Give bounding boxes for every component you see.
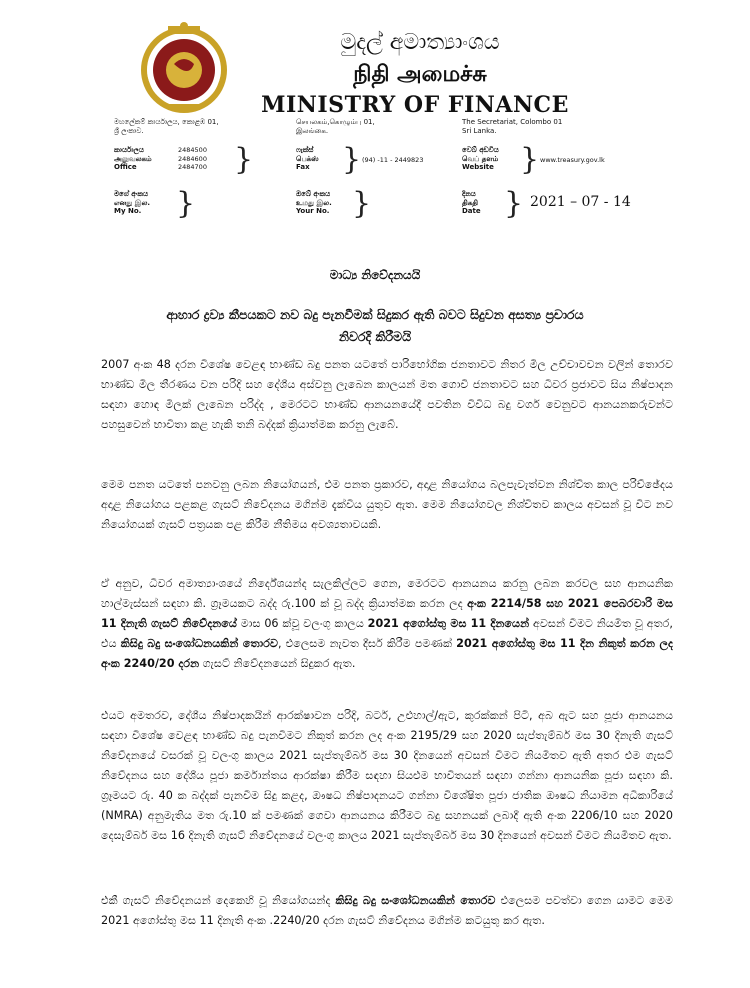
ministry-name-sinhala: මුදල් අමාත්‍යාංශය	[340, 30, 500, 55]
your-no-label-en: Your No.	[296, 207, 330, 215]
subject-line-1: ආහාර ද්‍රව්‍ය කීපයකට නව බදු පැනවීමක් සිදුකර ඇති බවට සිදුවන අසත්‍ය ප්‍රචාරය	[166, 307, 584, 322]
address-tamil-line1: செயலகம்,கொழும்பு 01,	[296, 118, 375, 126]
website-link[interactable]: www.treasury.gov.lk	[540, 156, 605, 164]
p3-text: ගැසට් නිවේදනයෙන් සිදුකර ඇත.	[199, 657, 356, 670]
p5-text: එකී ගැසට් නිවේදනයන් දෙකෙහි වූ නියෝගයන්ද	[101, 894, 336, 907]
address-sinhala	[114, 118, 219, 136]
address-tamil-line2: இலங்கை.	[296, 127, 329, 135]
your-no-label	[296, 190, 332, 216]
office-label	[114, 146, 152, 172]
date-label-en: Date	[462, 207, 481, 215]
document-date: 2021 – 07 - 14	[530, 194, 631, 210]
office-label-si: කාර්යාලය	[114, 146, 144, 154]
p5-text: එලෙසම පවත්වා ගෙන යාමට මෙම 2021 අගෝස්තු මස 11 දිනැති අංක .2240/20 දරන ගැසට් නිවේදනය මගින්ම කටයුතු කර ඇත.	[101, 894, 673, 927]
office-number-2: 2484600	[178, 154, 207, 163]
fax-label	[296, 146, 319, 172]
brace-divider: }	[504, 186, 524, 221]
p3-bold-date: 2021 අගෝස්තු මස 11 දිනයෙන්	[367, 617, 530, 630]
paragraph-4: එයට අමතරව, දේශීය නිෂ්පාදකයින් ආරක්ෂාවන පරිදි, බටර්, උළුහාල්/ඇට, කුරක්කන් පිටි, අබ ඇට සහ පූජා ආනයනය සඳහා විශේෂ වෙළඳ භාණ්ඩ බදු පැනවීමට නිකුත් කරන ලද අංක 2195/29 සහ 2020 සැප්තැම්බර් මස 30 දිනැති ගැසට් නිවේදනයේ වසරක් වූ වලංගු කාලය 2021 සැප්තැම්බර් මස 30 දිනයෙන් අවසන් වීමට නියමිතව ඇති අතර එම ගැසට් නිවේදනය සහ දේශීය පූජා කර්මාන්තය ආරක්ෂා කිරීම සඳහා සියළුම භාවිතයන් සඳහා ගන්නා ආනයනික පූජා සඳහා කි. ග්‍රෑමයට රු. 40 ක බද්දක් පැනවීම සිදු කළද, ඖෂධ නිෂ්පාදනයට ගන්නා විශේෂිත පූජා ජාතික ඖෂධ නියාමන අධිකාරියේ (NMRA) අනුමැතිය මත රු.10 ක් පමණක් ගෙවා ආනයනය කිරීමට බදු සහනයක් ලබාදී ඇති අංක 2206/10 සහ 2020 දෙසැම්බර් මස 16 දිනැති ගැසට් නිවේදනයේ වලංගු කාලය 2021 සැප්තැම්බර් මස 30 දිනයෙන් අවසන් වීමට නියමිතව ඇත.	[101, 709, 673, 842]
office-label-en: Office	[114, 163, 137, 171]
date-label	[462, 190, 481, 216]
your-no-label-ta: உமது இல.	[296, 198, 332, 207]
subject-heading	[95, 304, 655, 348]
brace-divider: }	[234, 142, 254, 177]
office-number-3: 2484700	[178, 163, 207, 171]
paragraph-2: මෙම පනත යටතේ පනවනු ලබන නියෝගයන්, එම පනත ප්‍රකාරව, අදාළ නියෝගය බලපැවැත්වන නිශ්චිත කාල පරිච්ඡේදය අදාළ නියෝගය පළකළ ගැසට් නිවේදනය මගින්ම දැක්විය යුතුව ඇත. මෙම නියෝගවල නිශ්චිතව කාලය අවසන් වූ විට නව නියෝගයක් ගැසට් පත්‍රයක පළ කිරීම නීතිමය අවශ්‍යතාවයකි.	[101, 478, 673, 531]
paragraph-5	[101, 891, 673, 931]
brace-divider: }	[352, 186, 372, 221]
fax-label-en: Fax	[296, 163, 310, 171]
p3-bold-no-change: කිසිදු බදු සංශෝධනයකින් තොරව	[120, 637, 279, 650]
website-label-ta: வெப் தளம்	[462, 154, 499, 163]
office-label-ta: அலுவலகம்	[114, 154, 152, 163]
office-numbers	[178, 146, 207, 172]
p3-bold-new-gazette: 2021 අගෝස්තු මස 11 දින නිකුත් කරන ලද අංක 2240/20 දරන	[101, 637, 673, 670]
p3-text: , එලෙසම නැවත දීර්ඝ කිරීම පමණක්	[278, 637, 457, 650]
address-english-line2: Sri Lanka.	[462, 127, 497, 135]
address-english-line1: The Secretariat, Colombo 01	[462, 118, 563, 126]
my-no-label-en: My No.	[114, 207, 142, 215]
your-no-label-si: ඔබේ අංකය	[296, 190, 331, 198]
website-label-en: Website	[462, 163, 494, 171]
my-no-label	[114, 190, 150, 216]
ministry-name-tamil: நிதி அமைச்சு	[353, 62, 487, 87]
website-label	[462, 146, 499, 172]
paragraph-3	[101, 574, 673, 674]
website-label-si: වෙබ් අඩවිය	[462, 146, 499, 154]
address-sinhala-line1: මහලේකම් කාර්යාලය, කොළඹ 01,	[114, 118, 219, 126]
p5-bold-no-change: කිසිදු බදු සංශෝධනයකින් තොරව	[335, 894, 496, 907]
my-no-label-si: මගේ අංකය	[114, 190, 149, 198]
my-no-label-ta: எனது இல.	[114, 198, 151, 207]
ministry-name-english: MINISTRY OF FINANCE	[261, 92, 569, 118]
fax-label-ta: பெக்ஸ்	[296, 154, 319, 163]
fax-number: (94) -11 - 2449823	[362, 156, 424, 164]
brace-divider: }	[520, 142, 540, 177]
office-number-1: 2484500	[178, 146, 207, 154]
p3-text: අවසන් වීමට නියමිත වූ අතර, එය	[101, 617, 673, 650]
fax-label-si: ෆැක්ස්	[296, 146, 314, 154]
date-label-si: දිනය	[462, 190, 476, 198]
address-english	[462, 118, 562, 136]
p3-text: ඒ අනුව, ධීවර අමාත්‍යාංශයේ නිර්දේශයන්ද සැලකිල්ලට ගෙන, මෙරටට ආනයනය කරනු ලබන කරවල සහ ආනයනික හාල්මැස්සන් සඳහා කි. ග්‍රෑමයකට බද්ද රු.100 ක් වූ බද්ද ක්‍රියාත්මක කරන ලද	[101, 577, 673, 610]
address-sinhala-line2: ශ්‍රී ලංකාව.	[114, 127, 144, 135]
subject-line-2: නිවරදි කිරීමයි	[338, 329, 412, 344]
paragraph-1: 2007 අංක 48 දරන විශේෂ වෙළඳ භාණ්ඩ බදු පනත යටතේ පාරිභෝගික ජනතාවට නිතර මිල උච්චාවචන වලින් තොරව භාණ්ඩ මිල තීරණය වන පරිදි සහ දේශීය අස්වනු ලැබෙන කාලයන් මත ගොවි ජනතාවට සහ ධීවර ප්‍රජාවට සිය නිෂ්පාදන සඳහා හොඳ මිලක් ලැබෙන පරිද්ද , මෙරටට භාණ්ඩ ආනයනයේදී පවතින විවිධ බදු වර්ග වෙනුවට ආනයනකරුවන්ට පහසුවෙන් භාවිතා කළ හැකි තනි බද්දක් ක්‍රියාත්මක කරනු ලැබේ.	[101, 358, 673, 431]
brace-divider: }	[176, 186, 196, 221]
sri-lanka-emblem-icon	[128, 20, 240, 114]
date-label-ta: திகதி	[462, 198, 478, 207]
page-title: මාධ්‍ය නිවේදනයයි	[329, 268, 421, 282]
brace-divider: }	[342, 142, 362, 177]
p3-text: මාස 06 ක්වූ වලංගු කාලය	[236, 617, 368, 630]
p3-bold-gazette-ref: අංක 2214/58 සහ 2021 පෙබරවාරි මස 11 දිනැති ගැසට් නිවේදනයේ	[101, 597, 673, 630]
address-tamil	[296, 118, 375, 136]
